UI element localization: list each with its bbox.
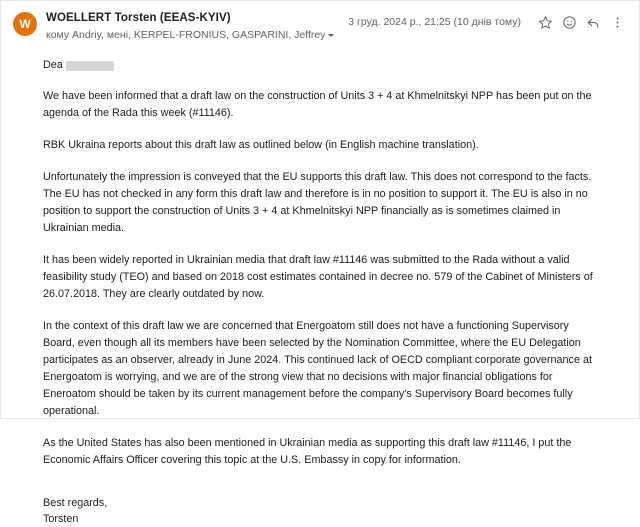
reply-icon[interactable] bbox=[583, 12, 603, 32]
sender-block bbox=[46, 11, 348, 42]
body-paragraph: Unfortunately the impression is conveyed that the EU supports this draft law. This does not correspond to the facts. The EU has not checked in any form this draft law and therefore is in no position to support it. The EU is also in no position to support the construction of Units 3 + 4 at Khmelnitskyi NPP financially as is sometimes claimed in Ukrainian media. bbox=[43, 171, 592, 234]
signoff-line: Best regards, bbox=[43, 497, 108, 509]
add-reaction-icon[interactable] bbox=[559, 12, 579, 32]
chevron-down-icon[interactable] bbox=[328, 34, 334, 37]
body-paragraph: We have been informed that a draft law on the construction of Units 3 + 4 at Khmelnitskyi NPP has been put on the agenda of the Rada this week (#11146). bbox=[43, 90, 592, 119]
recipient-list: кому Andriy, мені, KERPEL-FRONIUS, GASPARINI, Jeffrey bbox=[46, 29, 326, 41]
avatar: W bbox=[13, 12, 37, 36]
star-icon[interactable] bbox=[535, 12, 555, 32]
recipient-line[interactable] bbox=[46, 28, 348, 42]
body-paragraph: RBK Ukraina reports about this draft law as outlined below (in English machine translation). bbox=[43, 139, 479, 151]
message-timestamp: 3 груд. 2024 р., 21:25 (10 днів тому) bbox=[348, 16, 521, 28]
redacted-name bbox=[66, 61, 114, 71]
body-paragraph: In the context of this draft law we are concerned that Energoatom still does not have a functioning Supervisory Board, even though all its members have been selected by the Nomination Committee, where the EU Delegation participates as an observer, already in June 2024. This continued lack of OECD compliant corporate governance at Energoatom is worrying, and we are of the strong view that no decisions with major financial obligations for Eneroatom should be taken by its current management before the company's Supervisory Board becomes fully operational. bbox=[43, 320, 592, 417]
body-paragraph: As the United States has also been mentioned in Ukrainian media as supporting this draft law #11146, I put the Economic Affairs Officer covering this topic at the U.S. Embassy in copy for information. bbox=[43, 437, 572, 466]
sender-name[interactable]: WOELLERT Torsten (EEAS-KYIV) bbox=[46, 12, 231, 24]
header-actions bbox=[348, 12, 627, 32]
message-body bbox=[1, 42, 639, 527]
more-options-icon[interactable] bbox=[607, 12, 627, 32]
body-paragraph: It has been widely reported in Ukrainian media that draft law #11146 was submitted to the Rada without a valid feasibility study (TEO) and based on 2018 cost estimates contained in decree no. 579 of the Cabinet of Ministers of 26.07.2018. They are clearly outdated by now. bbox=[43, 254, 593, 300]
greeting-line bbox=[43, 58, 597, 73]
message-header bbox=[1, 1, 639, 42]
greeting-text: Dea bbox=[43, 59, 63, 71]
signoff-name: Torsten bbox=[43, 513, 79, 525]
signoff-block bbox=[43, 495, 597, 527]
